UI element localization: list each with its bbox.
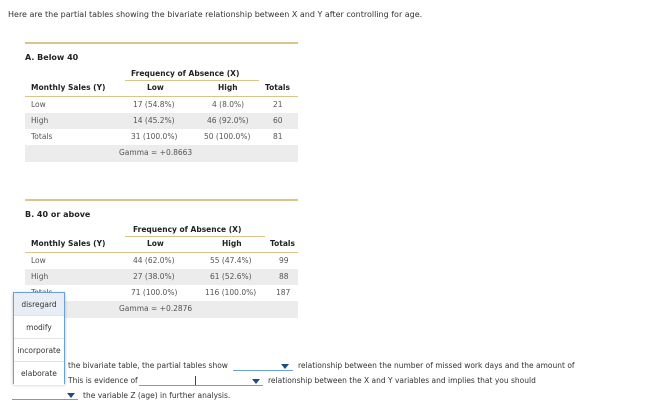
cell-total: 99	[279, 256, 289, 265]
table-a-gamma-row	[25, 145, 298, 162]
row-label: High	[31, 116, 49, 125]
dropdown-list[interactable]	[13, 292, 65, 384]
cell-high: 50 (100.0%)	[204, 132, 251, 141]
dropdown-option-incorporate[interactable]: incorporate	[14, 339, 64, 362]
cell-high: 46 (92.0%)	[207, 116, 249, 125]
table-a-col-low: Low	[147, 83, 164, 92]
partial-table-b	[25, 199, 298, 324]
cell-low: 14 (45.2%)	[133, 116, 175, 125]
cell-low: 71 (100.0%)	[131, 288, 178, 297]
table-row	[25, 285, 298, 301]
cell-total: 21	[273, 100, 283, 109]
dropdown-option-elaborate[interactable]: elaborate	[14, 362, 64, 385]
chevron-down-icon	[252, 379, 260, 384]
table-b-title: B. 40 or above	[25, 210, 91, 219]
row-label: Totals	[31, 132, 53, 141]
table-b-top-rule	[25, 199, 298, 201]
cell-high: 55 (47.4%)	[210, 256, 252, 265]
cell-high: 116 (100.0%)	[205, 288, 257, 297]
row-label: Low	[31, 256, 46, 265]
table-b-col-totals: Totals	[270, 239, 295, 248]
text-cursor	[195, 376, 196, 385]
table-row	[25, 113, 298, 129]
question-line3-post: the variable Z (age) in further analysis.	[83, 391, 231, 400]
cell-total: 60	[273, 116, 283, 125]
cell-high: 61 (52.6%)	[210, 272, 252, 281]
cell-low: 31 (100.0%)	[131, 132, 178, 141]
table-a-super-header: Frequency of Absence (X)	[131, 69, 240, 78]
table-a-row-header: Monthly Sales (Y)	[31, 83, 106, 92]
table-row	[25, 97, 298, 113]
blank-1[interactable]	[233, 361, 293, 371]
table-b-col-low: Low	[147, 239, 164, 248]
cell-total: 88	[279, 272, 289, 281]
question-line1-post: relationship between the number of missed work days and the amount of	[298, 361, 575, 370]
cell-low: 27 (38.0%)	[133, 272, 175, 281]
table-a-col-high: High	[218, 83, 238, 92]
chevron-down-icon	[281, 364, 289, 369]
table-a-title: A. Below 40	[25, 53, 79, 62]
table-row	[25, 269, 298, 285]
dropdown-option-modify[interactable]: modify	[14, 316, 64, 339]
row-label: Low	[31, 100, 46, 109]
table-b-super-header: Frequency of Absence (X)	[133, 225, 242, 234]
table-a-col-totals: Totals	[265, 83, 290, 92]
table-b-header-row	[25, 236, 298, 252]
dropdown-option-disregard[interactable]: disregard	[14, 293, 64, 316]
table-a-header-row	[25, 80, 298, 96]
cell-low: 44 (62.0%)	[133, 256, 175, 265]
table-b-col-high: High	[222, 239, 242, 248]
chevron-down-icon	[67, 393, 75, 398]
question-line2-post: relationship between the X and Y variables and implies that you should	[268, 376, 536, 385]
table-b-row-header: Monthly Sales (Y)	[31, 239, 106, 248]
gamma-value: Gamma = +0.8663	[119, 148, 193, 157]
table-b-gamma-row	[25, 301, 298, 318]
question-line2-pre: This is evidence of	[68, 376, 138, 385]
question-line1-pre: the bivariate table, the partial tables show	[68, 361, 228, 370]
gamma-value: Gamma = +0.2876	[119, 304, 193, 313]
partial-table-a	[25, 42, 298, 167]
cell-low: 17 (54.8%)	[133, 100, 175, 109]
table-row	[25, 129, 298, 145]
row-label: High	[31, 272, 49, 281]
blank-3[interactable]	[12, 390, 78, 400]
cell-high: 4 (8.0%)	[212, 100, 245, 109]
table-a-top-rule	[25, 42, 298, 44]
cell-total: 187	[276, 288, 291, 297]
intro-text: Here are the partial tables showing the bivariate relationship between X and Y after controlling for age.	[8, 10, 423, 19]
table-row	[25, 253, 298, 269]
blank-2[interactable]	[139, 376, 263, 386]
cell-total: 81	[273, 132, 283, 141]
